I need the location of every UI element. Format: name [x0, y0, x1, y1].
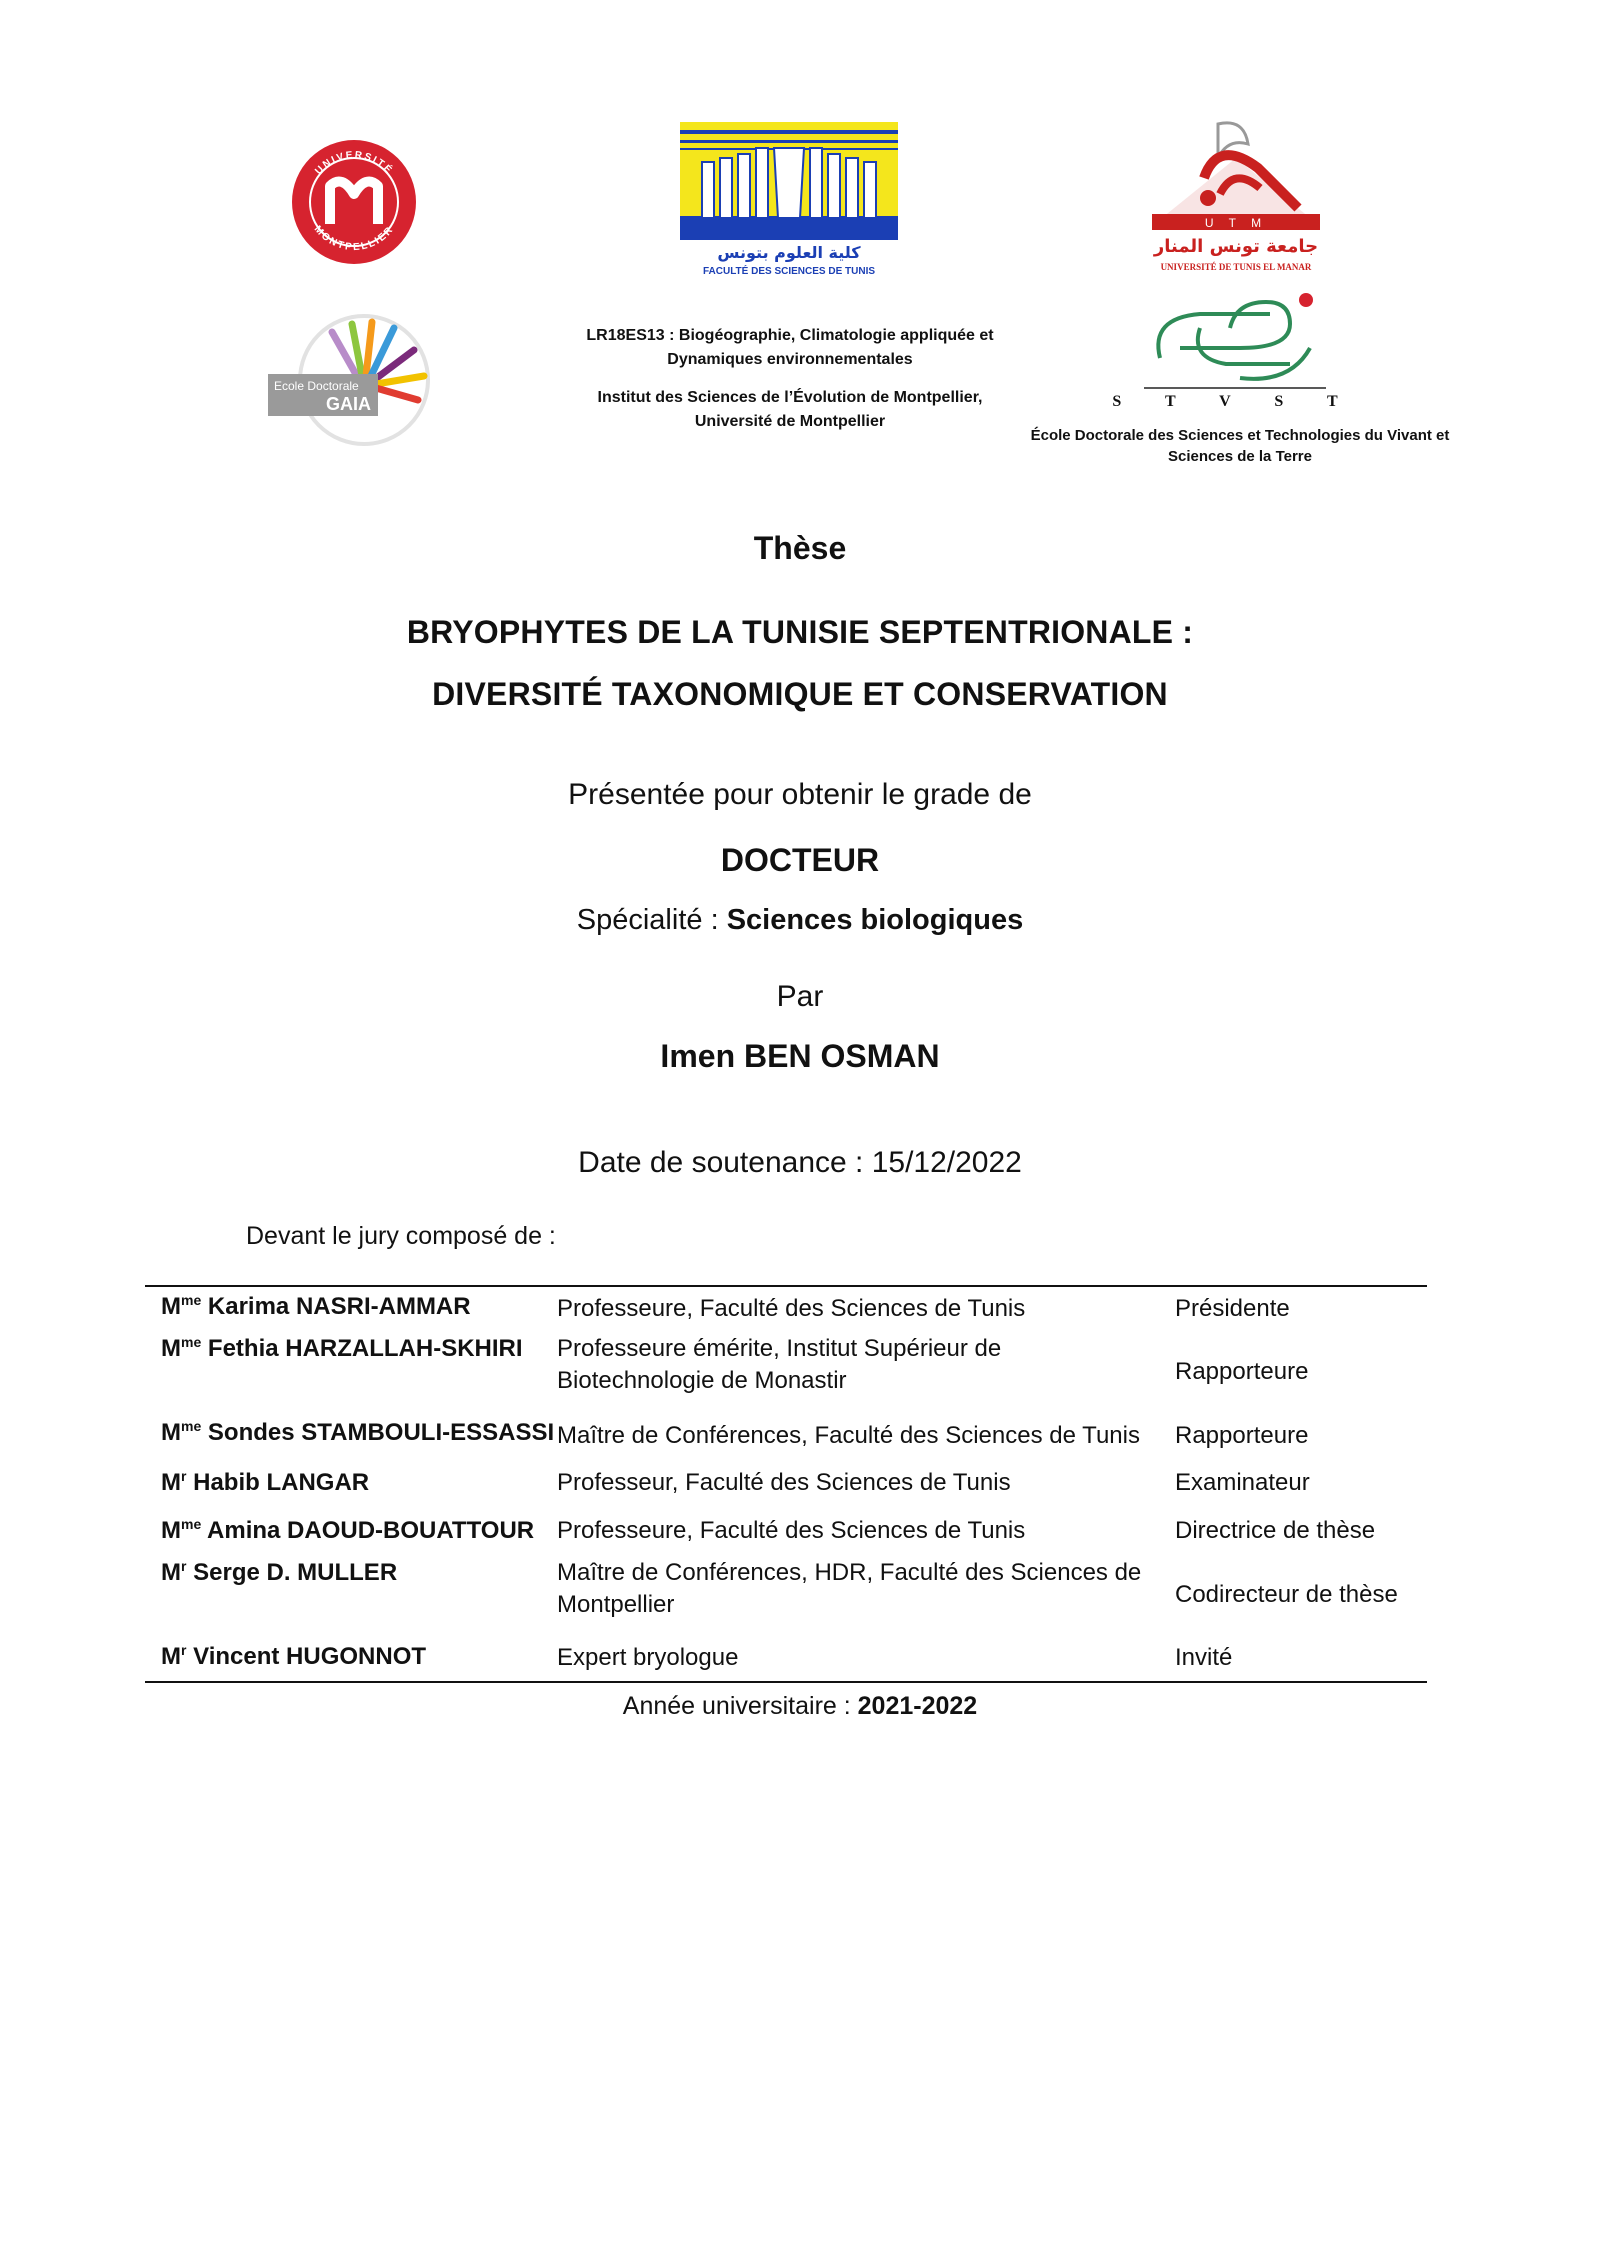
svg-text:UNIVERSITÉ: UNIVERSITÉ: [313, 149, 395, 177]
ed-line-1: École Doctorale des Sciences et Technologies du Vivant et: [1030, 427, 1450, 444]
svg-text:GAIA: GAIA: [326, 394, 371, 414]
jury-member-name: $M^{me}$ Karima NASRI-AMMAR: [161, 1292, 471, 1320]
lab-line-3: Institut des Sciences de l’Évolution de Montpellier,: [597, 389, 983, 406]
specialty-value: Sciences biologiques: [726, 904, 1024, 936]
svg-text:FACULTÉ DES SCIENCES DE TUNIS: FACULTÉ DES SCIENCES DE TUNIS: [702, 266, 876, 277]
svg-text:Ecole Doctorale: Ecole Doctorale: [274, 379, 359, 393]
jury-member-role: Rapporteure: [1175, 1422, 1309, 1449]
svg-text:S T V S T: S T V S T: [1112, 393, 1358, 410]
jury-member-role: Invité: [1175, 1644, 1233, 1671]
jury-member-affiliation: Professeure émérite, Institut Supérieur de Biotechnologie de Monastir: [557, 1335, 1002, 1394]
jury-row: [145, 1331, 1427, 1413]
universite-montpellier-logo: [290, 138, 418, 266]
jury-member-name: $M^{me}$ Sondes STAMBOULI-ESSASSI: [161, 1418, 555, 1446]
jury-member-affiliation: Maître de Conférences, HDR, Faculté des Sciences de Montpellier: [557, 1559, 1142, 1618]
jury-intro: Devant le jury composé de :: [246, 1222, 556, 1250]
jury-member-affiliation: Professeure, Faculté des Sciences de Tunis: [557, 1517, 1026, 1544]
defense-date: Date de soutenance : 15/12/2022: [578, 1146, 1022, 1179]
doctoral-school-info: [1020, 425, 1460, 467]
svg-text:جامعة تونس المنار: جامعة تونس المنار: [1153, 236, 1319, 257]
jury-member-role: Codirecteur de thèse: [1175, 1581, 1398, 1608]
faculte-sciences-tunis-logo: [680, 122, 898, 278]
degree: DOCTEUR: [720, 842, 880, 878]
jury-member-role: Rapporteure: [1175, 1358, 1309, 1385]
lab-line-4: Université de Montpellier: [694, 413, 886, 430]
jury-member-affiliation: Professeure, Faculté des Sciences de Tunis: [557, 1295, 1026, 1322]
svg-text:UNIVERSITÉ DE TUNIS EL MANAR: UNIVERSITÉ DE TUNIS EL MANAR: [1160, 262, 1312, 272]
ecole-doctorale-gaia-logo: [268, 308, 438, 452]
jury-member-affiliation: Expert bryologue: [557, 1644, 739, 1671]
jury-member-role: Examinateur: [1175, 1469, 1310, 1496]
jury-member-affiliation: Maître de Conférences, Faculté des Sciences de Tunis: [557, 1422, 1140, 1449]
jury-member-affiliation: Professeur, Faculté des Sciences de Tunis: [557, 1469, 1011, 1496]
ed-line-2: Sciences de la Terre: [1168, 448, 1312, 465]
jury-row: [145, 1555, 1427, 1635]
thesis-label: Thèse: [753, 530, 847, 566]
jury-table: [145, 1285, 1427, 1683]
jury-member-name: $M^r$ Serge D. MULLER: [161, 1558, 398, 1586]
specialty: [0, 904, 1600, 937]
lab-info: [540, 324, 1040, 434]
jury-row: [145, 1635, 1427, 1681]
jury-member-name: $M^r$ Habib LANGAR: [161, 1468, 370, 1496]
thesis-title-line-2: DIVERSITÉ TAXONOMIQUE ET CONSERVATION: [432, 676, 1168, 712]
svg-text:كلية العلوم بتونس: كلية العلوم بتونس: [717, 243, 861, 262]
universite-tunis-el-manar-logo: [1148, 118, 1324, 278]
svg-text:U T M: U T M: [1204, 216, 1268, 230]
jury-row: [145, 1507, 1427, 1555]
author-name: Imen BEN OSMAN: [660, 1038, 940, 1074]
jury-member-role: Directrice de thèse: [1175, 1517, 1376, 1544]
jury-member-role: Présidente: [1175, 1295, 1290, 1322]
jury-member-name: $M^r$ Vincent HUGONNOT: [161, 1642, 427, 1670]
jury-row: [145, 1287, 1427, 1331]
jury-row: [145, 1459, 1427, 1507]
jury-member-name: $M^{me}$ Amina DAOUD-BOUATTOUR: [161, 1516, 535, 1544]
by-label: Par: [776, 980, 824, 1013]
academic-year-value: 2021-2022: [857, 1692, 978, 1720]
lab-line-2: Dynamiques environnementales: [667, 351, 913, 368]
svg-text:MONTPELLIER: MONTPELLIER: [311, 223, 397, 254]
specialty-label: Spécialité :: [576, 904, 727, 936]
thesis-title-line-1: BRYOPHYTES DE LA TUNISIE SEPTENTRIONALE :: [406, 614, 1194, 650]
presented-for: Présentée pour obtenir le grade de: [568, 778, 1032, 811]
ed-stvst-logo: [1112, 288, 1358, 410]
academic-year: [0, 1692, 1600, 1721]
jury-row: [145, 1413, 1427, 1459]
jury-member-name: $M^{me}$ Fethia HARZALLAH-SKHIRI: [161, 1334, 523, 1362]
academic-year-label: Année universitaire :: [622, 1692, 858, 1720]
lab-line-1: LR18ES13 : Biogéographie, Climatologie appliquée et: [586, 327, 994, 344]
